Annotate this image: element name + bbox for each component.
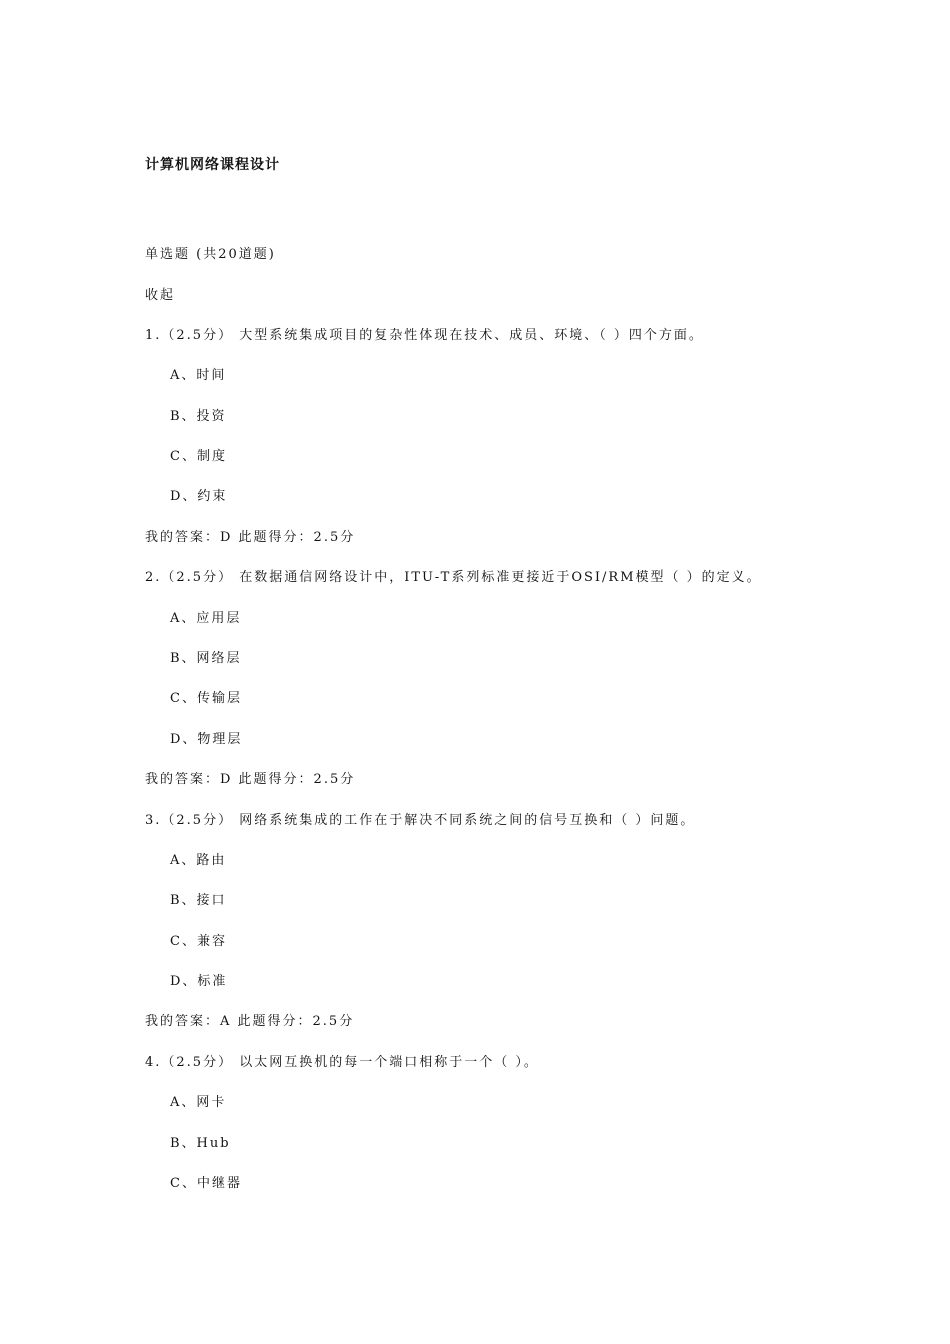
question-4-option-b: B、Hub: [170, 1136, 231, 1151]
question-stem-2: 2.（2.5分） 在数据通信网络设计中，ITU-T系列标准更接近于OSI/RM模型（ ）的定义。: [145, 570, 762, 585]
question-1-result: 我的答案：D 此题得分：2.5分: [145, 530, 356, 545]
question-stem-1: 1.（2.5分） 大型系统集成项目的复杂性体现在技术、成员、环境、（ ）四个方面。: [145, 328, 704, 343]
question-1-option-a: A、时间: [170, 368, 227, 383]
document-title: 计算机网络课程设计: [145, 157, 280, 173]
question-1-option-b: B、投资: [170, 409, 227, 424]
question-3-option-d: D、标准: [170, 974, 228, 989]
collapse-link[interactable]: 收起: [145, 288, 176, 303]
question-stem-4: 4.（2.5分） 以太网互换机的每一个端口相称于一个（ ）。: [145, 1055, 539, 1070]
question-2-option-b: B、网络层: [170, 651, 242, 666]
question-2-result: 我的答案：D 此题得分：2.5分: [145, 772, 356, 787]
question-3-option-a: A、路由: [170, 853, 227, 868]
question-2-option-a: A、应用层: [170, 611, 242, 626]
question-3-option-b: B、接口: [170, 893, 227, 908]
question-1-option-c: C、制度: [170, 449, 227, 464]
question-4-option-c: C、中继器: [170, 1176, 242, 1191]
question-1-option-d: D、约束: [170, 489, 228, 504]
question-4-option-a: A、网卡: [170, 1095, 227, 1110]
question-3-option-c: C、兼容: [170, 934, 227, 949]
question-2-option-d: D、物理层: [170, 732, 243, 747]
question-stem-3: 3.（2.5分） 网络系统集成的工作在于解决不同系统之间的信号互换和（ ）问题。: [145, 813, 696, 828]
question-3-result: 我的答案：A 此题得分：2.5分: [145, 1014, 355, 1029]
question-2-option-c: C、传输层: [170, 691, 242, 706]
section-heading: 单选题 (共20道题): [145, 247, 276, 262]
